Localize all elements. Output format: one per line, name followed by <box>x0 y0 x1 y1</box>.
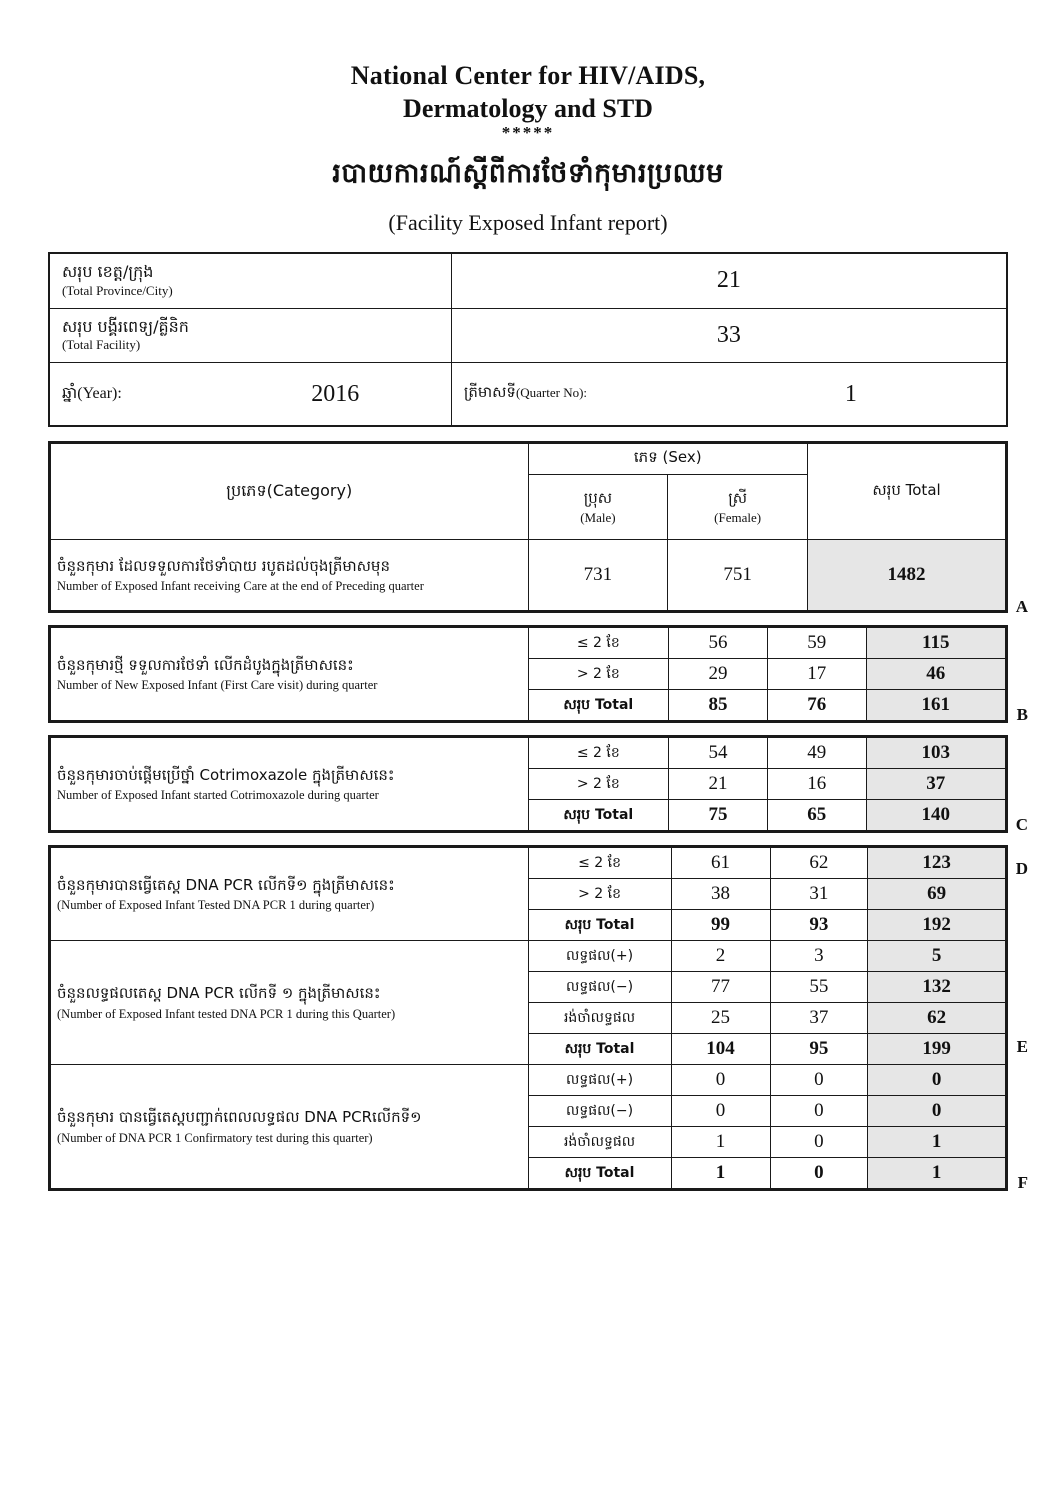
row-label-en-c: Number of Exposed Infant started Cotrimoxazole during quarter <box>57 788 379 803</box>
cell-female-c-2: 16 <box>767 769 866 800</box>
cell-female-d-total: 93 <box>770 910 868 941</box>
cell-total-d-1: 123 <box>868 848 1006 879</box>
meta-value-year: 2016 <box>311 380 360 407</box>
cell-female-e-3: 37 <box>770 1003 868 1034</box>
row-label-km-f: ចំនួនកុមារ បានធ្វើតេស្តបញ្ជាក់ពេលលទ្ធផល DNA PCRលើកទី១ <box>57 1108 422 1127</box>
cell-total-d-2: 69 <box>868 879 1006 910</box>
cell-female-a: 751 <box>668 540 808 611</box>
report-title-khmer: របាយការណ៍ស្តីពីការថែទាំកុមារប្រឈម <box>332 158 724 189</box>
meta-label-province-en: (Total Province/City) <box>62 282 173 298</box>
row-label-section-f <box>51 1065 529 1189</box>
cell-male-d-1: 61 <box>671 848 770 879</box>
meta-value-quarter: 1 <box>844 380 857 407</box>
meta-row-facility <box>49 308 1007 363</box>
cell-total-f-total: 1 <box>868 1158 1006 1189</box>
meta-label-year: ឆ្នាំ(Year): <box>62 385 122 403</box>
report-title-english: (Facility Exposed Infant report) <box>388 210 668 235</box>
cell-male-b-2: 29 <box>669 659 768 690</box>
cell-female-d-1: 62 <box>770 848 868 879</box>
cell-female-c-1: 49 <box>767 738 866 769</box>
cell-male-e-3: 25 <box>671 1003 770 1034</box>
cell-total-c-1: 103 <box>866 738 1005 769</box>
row-label-section-e <box>51 941 529 1065</box>
header-and-section-a-table <box>50 443 1006 611</box>
meta-label-facility-km: សរុប បង្គីរពេទ្យ/គ្លីនិក <box>62 316 189 336</box>
section-block-def <box>48 845 1028 1193</box>
cell-male-f-total: 1 <box>671 1158 770 1189</box>
sub-label-f-total: សរុប Total <box>528 1158 671 1189</box>
cell-total-e-3: 62 <box>868 1003 1006 1034</box>
section-block-c <box>48 735 1028 835</box>
cell-total-c-2: 37 <box>866 769 1005 800</box>
sub-label-e-3: រង់ចាំលទ្ធផល <box>528 1003 671 1034</box>
sub-label-c-1: ≤ 2 ខែ <box>528 738 669 769</box>
table-row <box>51 941 1006 972</box>
cell-male-b-total: 85 <box>669 690 768 721</box>
organization-name-line2: Dermatology and STD <box>403 93 653 123</box>
cell-female-e-1: 3 <box>770 941 868 972</box>
row-label-section-d <box>51 848 529 941</box>
row-label-en-a: Number of Exposed Infant receiving Care at the end of Preceding quarter <box>57 579 424 594</box>
meta-value-province: 21 <box>451 253 1007 308</box>
sub-label-b-2: > 2 ខែ <box>528 659 669 690</box>
row-label-km-e: ចំនួនលទ្ធផលតេស្ត DNA PCR លើកទី ១ ក្នុងត្រីមាសនេះ <box>57 984 381 1003</box>
cell-total-e-2: 132 <box>868 972 1006 1003</box>
star-divider: ***** <box>501 123 555 142</box>
document-header <box>48 60 1008 236</box>
cell-female-d-2: 31 <box>770 879 868 910</box>
sub-label-f-3: រង់ចាំលទ្ធផល <box>528 1127 671 1158</box>
sub-label-c-2: > 2 ខែ <box>528 769 669 800</box>
sub-label-e-1: លទ្ធផល(+) <box>528 941 671 972</box>
section-def-table <box>50 847 1006 1189</box>
meta-label-facility <box>49 308 451 363</box>
column-header-male <box>528 475 668 540</box>
row-label-km-c: ចំនួនកុមារចាប់ផ្តើមប្រើថ្នាំ Cotrimoxazole ក្នុងត្រីមាសនេះ <box>57 765 395 784</box>
organization-name-line1: National Center for HIV/AIDS, <box>350 61 706 90</box>
cell-female-c-total: 65 <box>767 800 866 831</box>
row-label-km-d: ចំនួនកុមារបានធ្វើតេស្ត DNA PCR លើកទី១ ក្នុងត្រីមាសនេះ <box>57 875 395 894</box>
row-label-en-e: (Number of Exposed Infant tested DNA PCR 1 during this Quarter) <box>57 1006 396 1021</box>
sub-label-d-total: សរុប Total <box>528 910 671 941</box>
cell-total-f-2: 0 <box>868 1096 1006 1127</box>
cell-female-f-2: 0 <box>770 1096 868 1127</box>
row-label-section-c <box>51 738 529 831</box>
cell-total-e-total: 199 <box>868 1034 1006 1065</box>
row-label-en-f: (Number of DNA PCR 1 Confirmatory test during this quarter) <box>57 1130 373 1145</box>
cell-female-b-2: 17 <box>767 659 866 690</box>
section-letter-b: B <box>1016 705 1028 725</box>
sub-label-e-2: លទ្ធផល(−) <box>528 972 671 1003</box>
section-letter-e: E <box>1016 1037 1028 1057</box>
meta-label-province <box>49 253 451 308</box>
sub-label-f-2: លទ្ធផល(−) <box>528 1096 671 1127</box>
meta-quarter-cell <box>451 363 1007 427</box>
section-letter-f: F <box>1017 1173 1028 1193</box>
section-b-table <box>50 627 1006 721</box>
table-row <box>51 540 1006 611</box>
sub-label-d-2: > 2 ខែ <box>528 879 671 910</box>
cell-total-b-1: 115 <box>866 628 1005 659</box>
sub-label-b-1: ≤ 2 ខែ <box>528 628 669 659</box>
meta-value-facility: 33 <box>451 308 1007 363</box>
sub-label-b-total: សរុប Total <box>528 690 669 721</box>
cell-male-c-1: 54 <box>669 738 768 769</box>
cell-total-a: 1482 <box>808 540 1006 611</box>
cell-male-e-total: 104 <box>671 1034 770 1065</box>
column-header-category: ប្រភេទ(Category) <box>51 444 529 540</box>
row-label-en-b: Number of New Exposed Infant (First Care visit) during quarter <box>57 678 378 693</box>
cell-male-a: 731 <box>528 540 668 611</box>
table-row <box>51 1065 1006 1096</box>
cell-male-e-2: 77 <box>671 972 770 1003</box>
cell-total-e-1: 5 <box>868 941 1006 972</box>
cell-male-f-2: 0 <box>671 1096 770 1127</box>
row-label-km-a: ចំនួនកុមារ ដែលទទួលការថែទាំបាយ របូតដល់ចុងត្រីមាសមុន <box>57 556 390 575</box>
section-c-table <box>50 737 1006 831</box>
cell-female-f-total: 0 <box>770 1158 868 1189</box>
cell-male-b-1: 56 <box>669 628 768 659</box>
row-label-section-a <box>51 540 529 611</box>
meta-label-quarter-km: ត្រីមាសទី <box>463 383 516 402</box>
table-row <box>51 738 1006 769</box>
cell-total-f-3: 1 <box>868 1127 1006 1158</box>
column-header-female <box>668 475 808 540</box>
cell-male-e-1: 2 <box>671 941 770 972</box>
cell-female-e-total: 95 <box>770 1034 868 1065</box>
cell-female-b-1: 59 <box>767 628 866 659</box>
column-header-female-km: ស្រី <box>728 488 747 507</box>
section-letter-c: C <box>1015 815 1028 835</box>
column-header-female-en: (Female) <box>714 509 762 525</box>
section-letter-a: A <box>1015 597 1028 617</box>
cell-male-d-2: 38 <box>671 879 770 910</box>
table-row <box>51 628 1006 659</box>
cell-total-b-total: 161 <box>866 690 1005 721</box>
row-label-km-b: ចំនួនកុមារថ្មី ទទួលការថែទាំ លើកដំបូងក្នុងត្រីមាសនេះ <box>57 655 354 674</box>
meta-year-cell <box>49 363 451 427</box>
cell-female-b-total: 76 <box>767 690 866 721</box>
cell-male-f-3: 1 <box>671 1127 770 1158</box>
sub-label-e-total: សរុប Total <box>528 1034 671 1065</box>
table-row <box>51 848 1006 879</box>
cell-female-f-3: 0 <box>770 1127 868 1158</box>
cell-female-f-1: 0 <box>770 1065 868 1096</box>
sub-label-d-1: ≤ 2 ខែ <box>528 848 671 879</box>
column-header-sex: ភេទ (Sex) <box>528 444 808 475</box>
row-label-section-b <box>51 628 529 721</box>
meta-label-province-km: សរុប ខេត្ត/ក្រុង <box>62 262 154 281</box>
cell-male-d-total: 99 <box>671 910 770 941</box>
cell-male-f-1: 0 <box>671 1065 770 1096</box>
cell-male-c-total: 75 <box>669 800 768 831</box>
section-block-b <box>48 625 1028 725</box>
column-header-total: សរុប Total <box>808 444 1006 540</box>
meta-label-facility-en: (Total Facility) <box>62 337 141 353</box>
cell-total-f-1: 0 <box>868 1065 1006 1096</box>
cell-female-e-2: 55 <box>770 972 868 1003</box>
meta-row-province <box>49 253 1007 308</box>
cell-male-c-2: 21 <box>669 769 768 800</box>
report-meta-table <box>48 252 1008 427</box>
table-header-row-1 <box>51 444 1006 475</box>
sub-label-c-total: សរុប Total <box>528 800 669 831</box>
cell-total-d-total: 192 <box>868 910 1006 941</box>
column-header-male-en: (Male) <box>580 509 616 525</box>
sub-label-f-1: លទ្ធផល(+) <box>528 1065 671 1096</box>
meta-label-quarter-en: (Quarter No): <box>515 385 588 401</box>
row-label-en-d: (Number of Exposed Infant Tested DNA PCR 1 during quarter) <box>57 898 375 913</box>
cell-total-c-total: 140 <box>866 800 1005 831</box>
section-letter-d: D <box>1015 859 1028 879</box>
cell-total-b-2: 46 <box>866 659 1005 690</box>
section-block-a <box>48 441 1028 617</box>
meta-row-year-quarter <box>49 363 1007 427</box>
column-header-male-km: ប្រុស <box>583 488 613 507</box>
